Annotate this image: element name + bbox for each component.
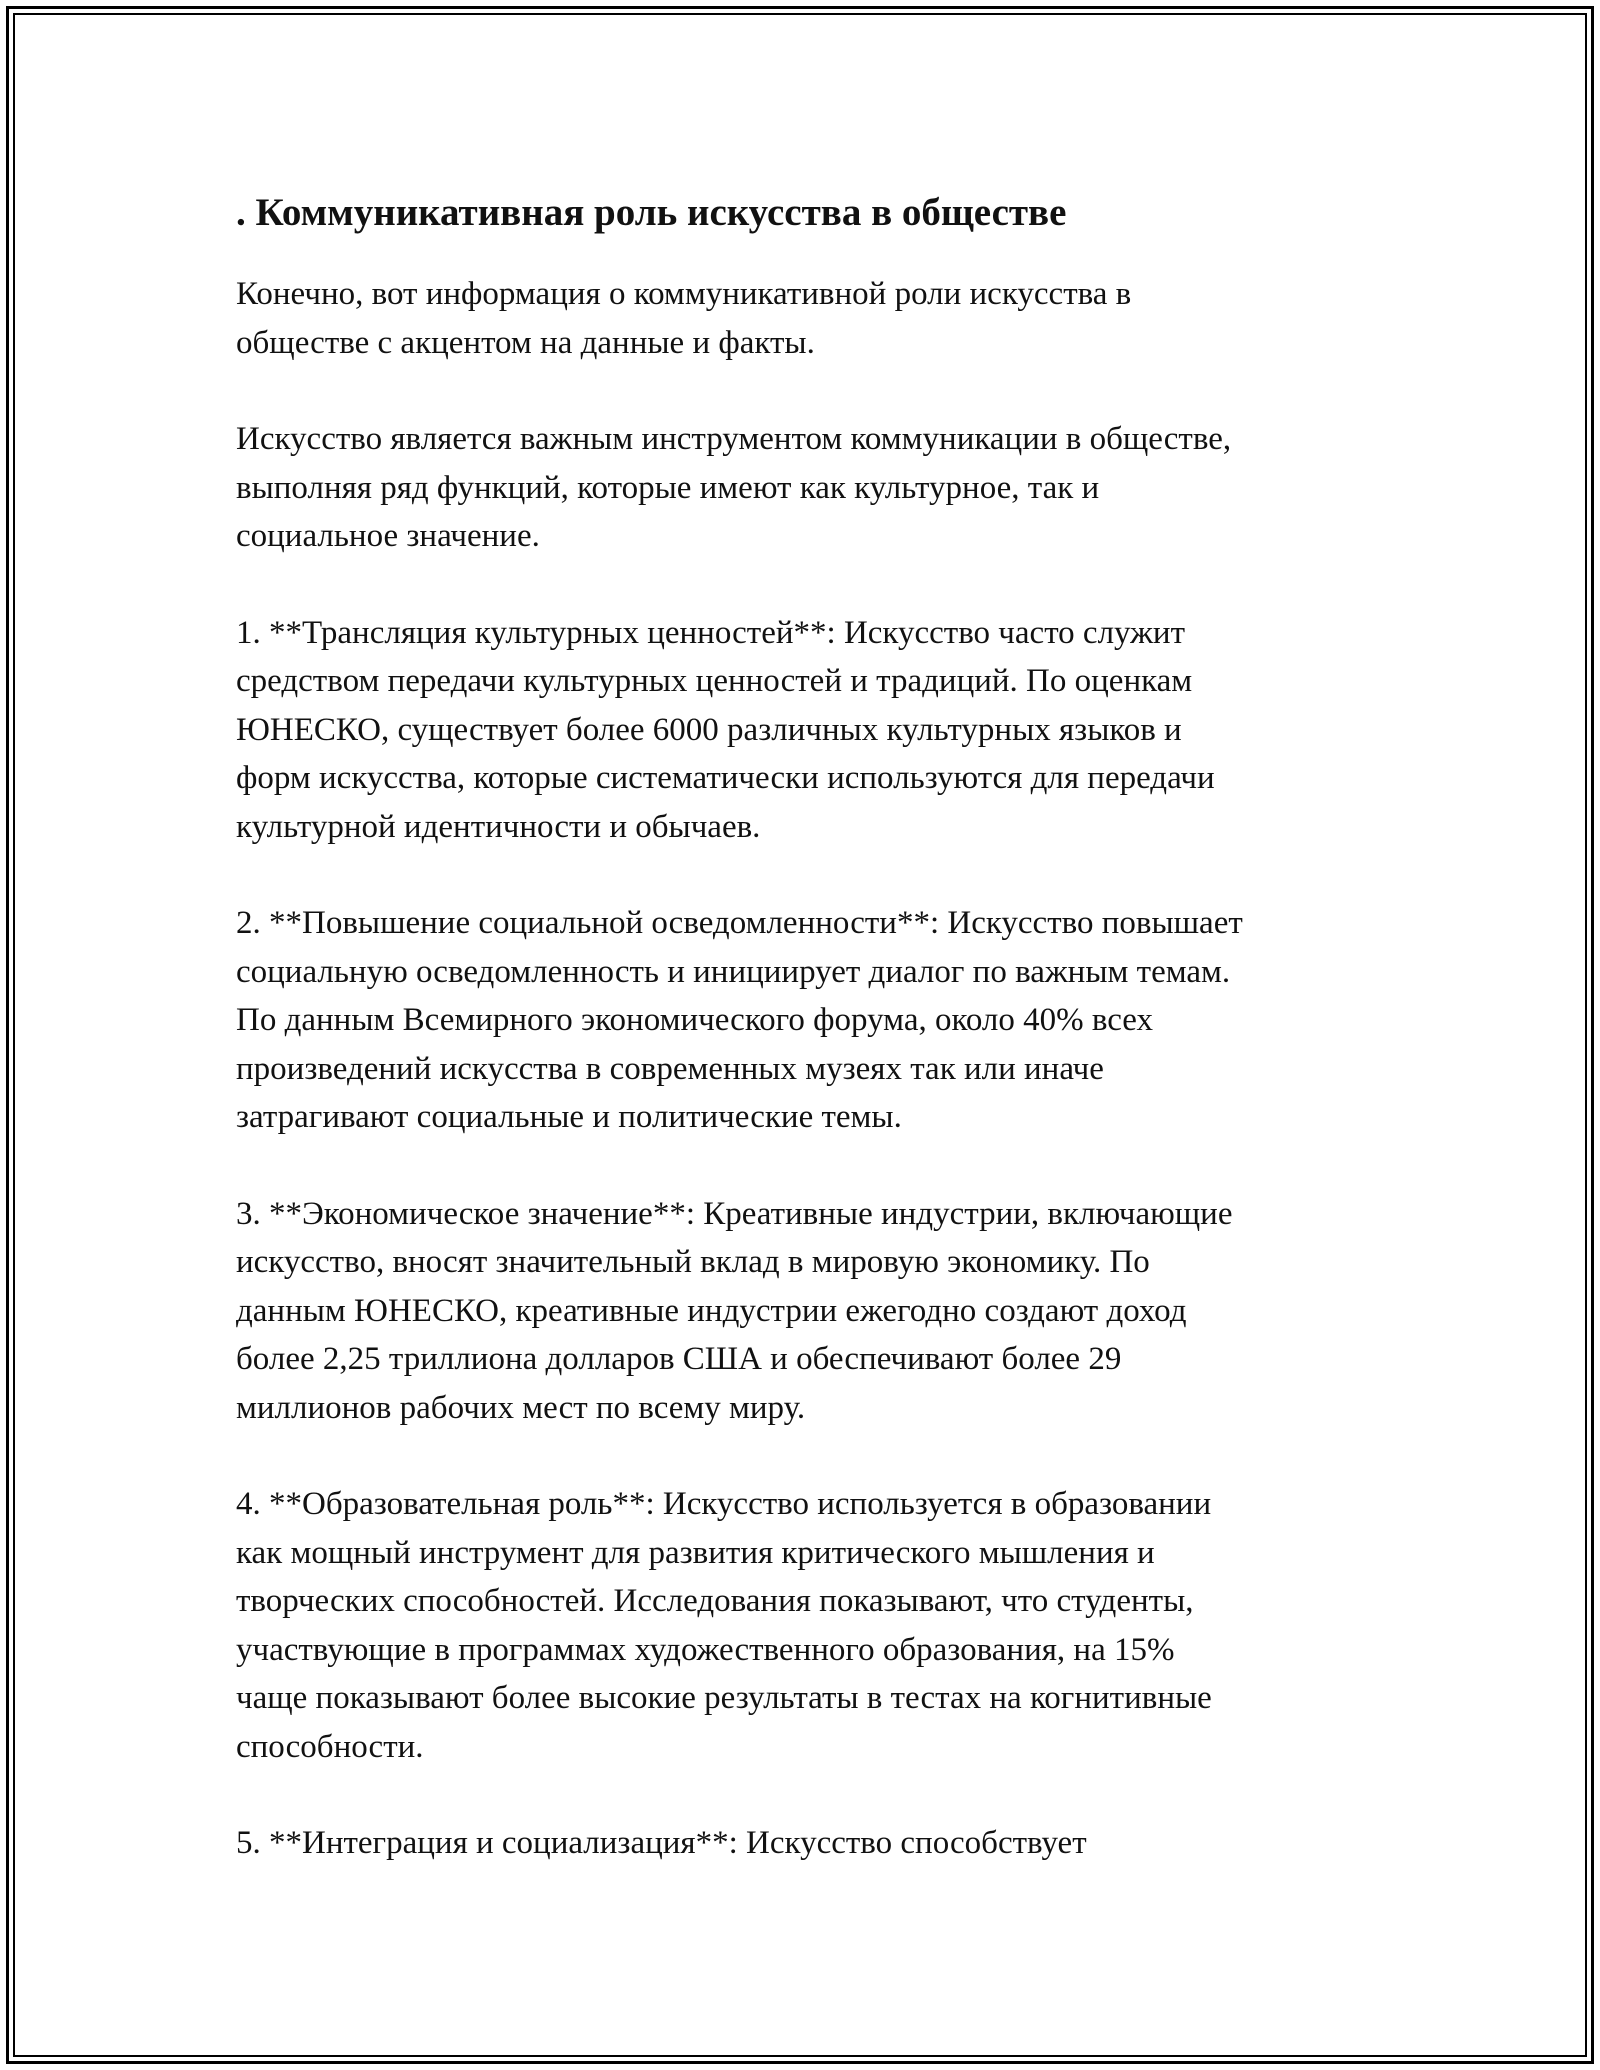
- paragraph-overview: Искусство является важным инструментом коммуникации в обществе, выполняя ряд функций, которые имеют как культурное, так и социальное значение.: [236, 421, 1232, 554]
- list-item-2: 2. **Повышение социальной осведомленности**: Искусство повышает социальную осведомленность и инициирует диалог по важным темам. По данным Всемирного экономического форума, около 40% всех произведений искусства в современных музеях так или иначе затрагивают социальные и политические темы.: [236, 905, 1243, 1135]
- list-item-4: 4. **Образовательная роль**: Искусство используется в образовании как мощный инструмент для развития критического мышления и творческих способностей. Исследования показывают, что студенты, участвующие в программах художественного образования, на 15% чаще показывают более высокие результаты в тестах на когнитивные способности.: [236, 1486, 1212, 1765]
- document-title: . Коммуникативная роль искусства в обществе: [236, 191, 1067, 234]
- list-item-1: 1. **Трансляция культурных ценностей**: Искусство часто служит средством передачи культурных ценностей и традиций. По оценкам ЮНЕСКО, существует более 6000 различных культурных языков и форм искусства, которые систематически используются для передачи культурной идентичности и обычаев.: [236, 614, 1215, 845]
- document-body: [236, 186, 1376, 1916]
- paragraph-intro: Конечно, вот информация о коммуникативной роли искусства в обществе с акцентом на данные и факты.: [236, 276, 1132, 361]
- list-item-5: 5. **Интеграция и социализация**: Искусство способствует: [236, 1825, 1087, 1861]
- list-item-3: 3. **Экономическое значение**: Креативные индустрии, включающие искусство, вносят значительный вклад в мировую экономику. По данным ЮНЕСКО, креативные индустрии ежегодно создают доход более 2,25 триллиона долларов США и обеспечивают более 29 миллионов рабочих мест по всему миру.: [236, 1195, 1233, 1426]
